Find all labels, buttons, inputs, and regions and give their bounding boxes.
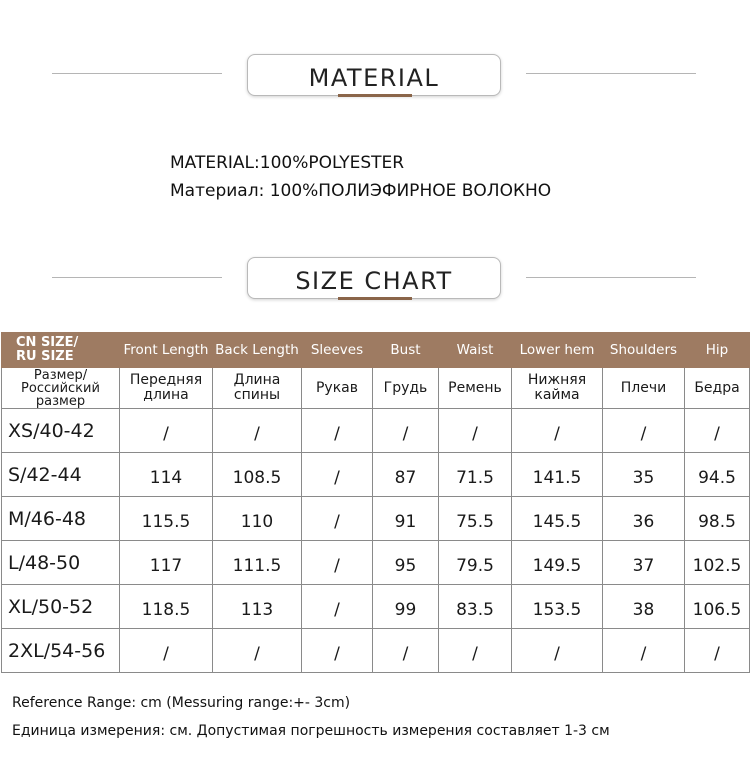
measurement-cell: / [373,629,439,673]
measurement-cell: 115.5 [120,497,213,541]
measurement-cell: / [603,409,685,453]
header-col-en: Back Length [213,333,302,368]
header-size-ru: Размер/ Российский размер [2,368,120,409]
measurement-cell: 91 [373,497,439,541]
measurement-cell: 95 [373,541,439,585]
measurement-cell: 108.5 [213,453,302,497]
measurement-cell: 37 [603,541,685,585]
header-col-en: Lower hem [512,333,603,368]
header-col-en: Shoulders [603,333,685,368]
table-row [2,497,750,541]
size-chart-heading-box [247,257,501,299]
measurement-cell: 35 [603,453,685,497]
measurement-cell: 141.5 [512,453,603,497]
measurement-cell: / [120,409,213,453]
table-header-en [2,333,750,368]
measurement-cell: 118.5 [120,585,213,629]
header-col-en: Front Length [120,333,213,368]
header-col-en: Bust [373,333,439,368]
measurement-cell: 75.5 [439,497,512,541]
table-row [2,629,750,673]
measurement-cell: / [213,629,302,673]
divider-right-material [526,73,696,74]
reference-note-en: Reference Range: cm (Messuring range:+- 3cm) [12,695,351,711]
table-row [2,453,750,497]
size-label-cell: XS/40-42 [2,409,120,453]
table-body [2,409,750,673]
measurement-cell: 102.5 [685,541,750,585]
header-col-ru: Ремень [439,368,512,409]
measurement-cell: 71.5 [439,453,512,497]
size-label-cell: M/46-48 [2,497,120,541]
header-col-ru: Рукав [302,368,373,409]
measurement-cell: / [120,629,213,673]
measurement-cell: 83.5 [439,585,512,629]
measurement-cell: 117 [120,541,213,585]
measurement-cell: 99 [373,585,439,629]
measurement-cell: 36 [603,497,685,541]
header-col-ru: Бедра [685,368,750,409]
divider-left-size [52,277,222,278]
size-chart-heading: SIZE CHART [295,267,453,295]
header-col-en: Waist [439,333,512,368]
header-col-ru: Передняя длина [120,368,213,409]
measurement-cell: 94.5 [685,453,750,497]
size-table [1,332,750,673]
measurement-cell: / [302,497,373,541]
measurement-cell: / [302,409,373,453]
measurement-cell: / [439,629,512,673]
measurement-cell: 114 [120,453,213,497]
table-row [2,585,750,629]
material-line-en: MATERIAL:100%POLYESTER [170,153,405,173]
measurement-cell: 106.5 [685,585,750,629]
header-col-en: Hip [685,333,750,368]
measurement-cell: / [512,629,603,673]
header-size-en: CN SIZE/ RU SIZE [2,333,120,368]
header-col-ru: Длина спины [213,368,302,409]
measurement-cell: / [302,629,373,673]
measurement-cell: / [603,629,685,673]
table-row [2,409,750,453]
header-col-en: Sleeves [302,333,373,368]
measurement-cell: 110 [213,497,302,541]
measurement-cell: / [302,585,373,629]
header-col-ru: Нижняя кайма [512,368,603,409]
measurement-cell: 38 [603,585,685,629]
measurement-cell: 113 [213,585,302,629]
material-heading-box [247,54,501,96]
measurement-cell: / [685,629,750,673]
measurement-cell: / [512,409,603,453]
measurement-cell: 79.5 [439,541,512,585]
material-heading: MATERIAL [308,64,440,92]
divider-right-size [526,277,696,278]
material-heading-underline [338,94,412,97]
size-chart-heading-underline [338,297,412,300]
measurement-cell: / [439,409,512,453]
header-col-ru: Плечи [603,368,685,409]
header-col-ru: Грудь [373,368,439,409]
measurement-cell: 98.5 [685,497,750,541]
measurement-cell: / [302,541,373,585]
measurement-cell: 145.5 [512,497,603,541]
table-header-ru [2,368,750,409]
measurement-cell: / [213,409,302,453]
measurement-cell: / [302,453,373,497]
size-label-cell: 2XL/54-56 [2,629,120,673]
size-label-cell: L/48-50 [2,541,120,585]
divider-left-material [52,73,222,74]
measurement-cell: 149.5 [512,541,603,585]
table-row [2,541,750,585]
material-line-ru: Материал: 100%ПОЛИЭФИРНОЕ ВОЛОКНО [170,181,552,201]
measurement-cell: 87 [373,453,439,497]
measurement-cell: / [685,409,750,453]
measurement-cell: 153.5 [512,585,603,629]
size-label-cell: S/42-44 [2,453,120,497]
measurement-cell: / [373,409,439,453]
size-label-cell: XL/50-52 [2,585,120,629]
measurement-cell: 111.5 [213,541,302,585]
reference-note-ru: Единица измерения: см. Допустимая погрешность измерения составляет 1-3 см [12,723,610,739]
